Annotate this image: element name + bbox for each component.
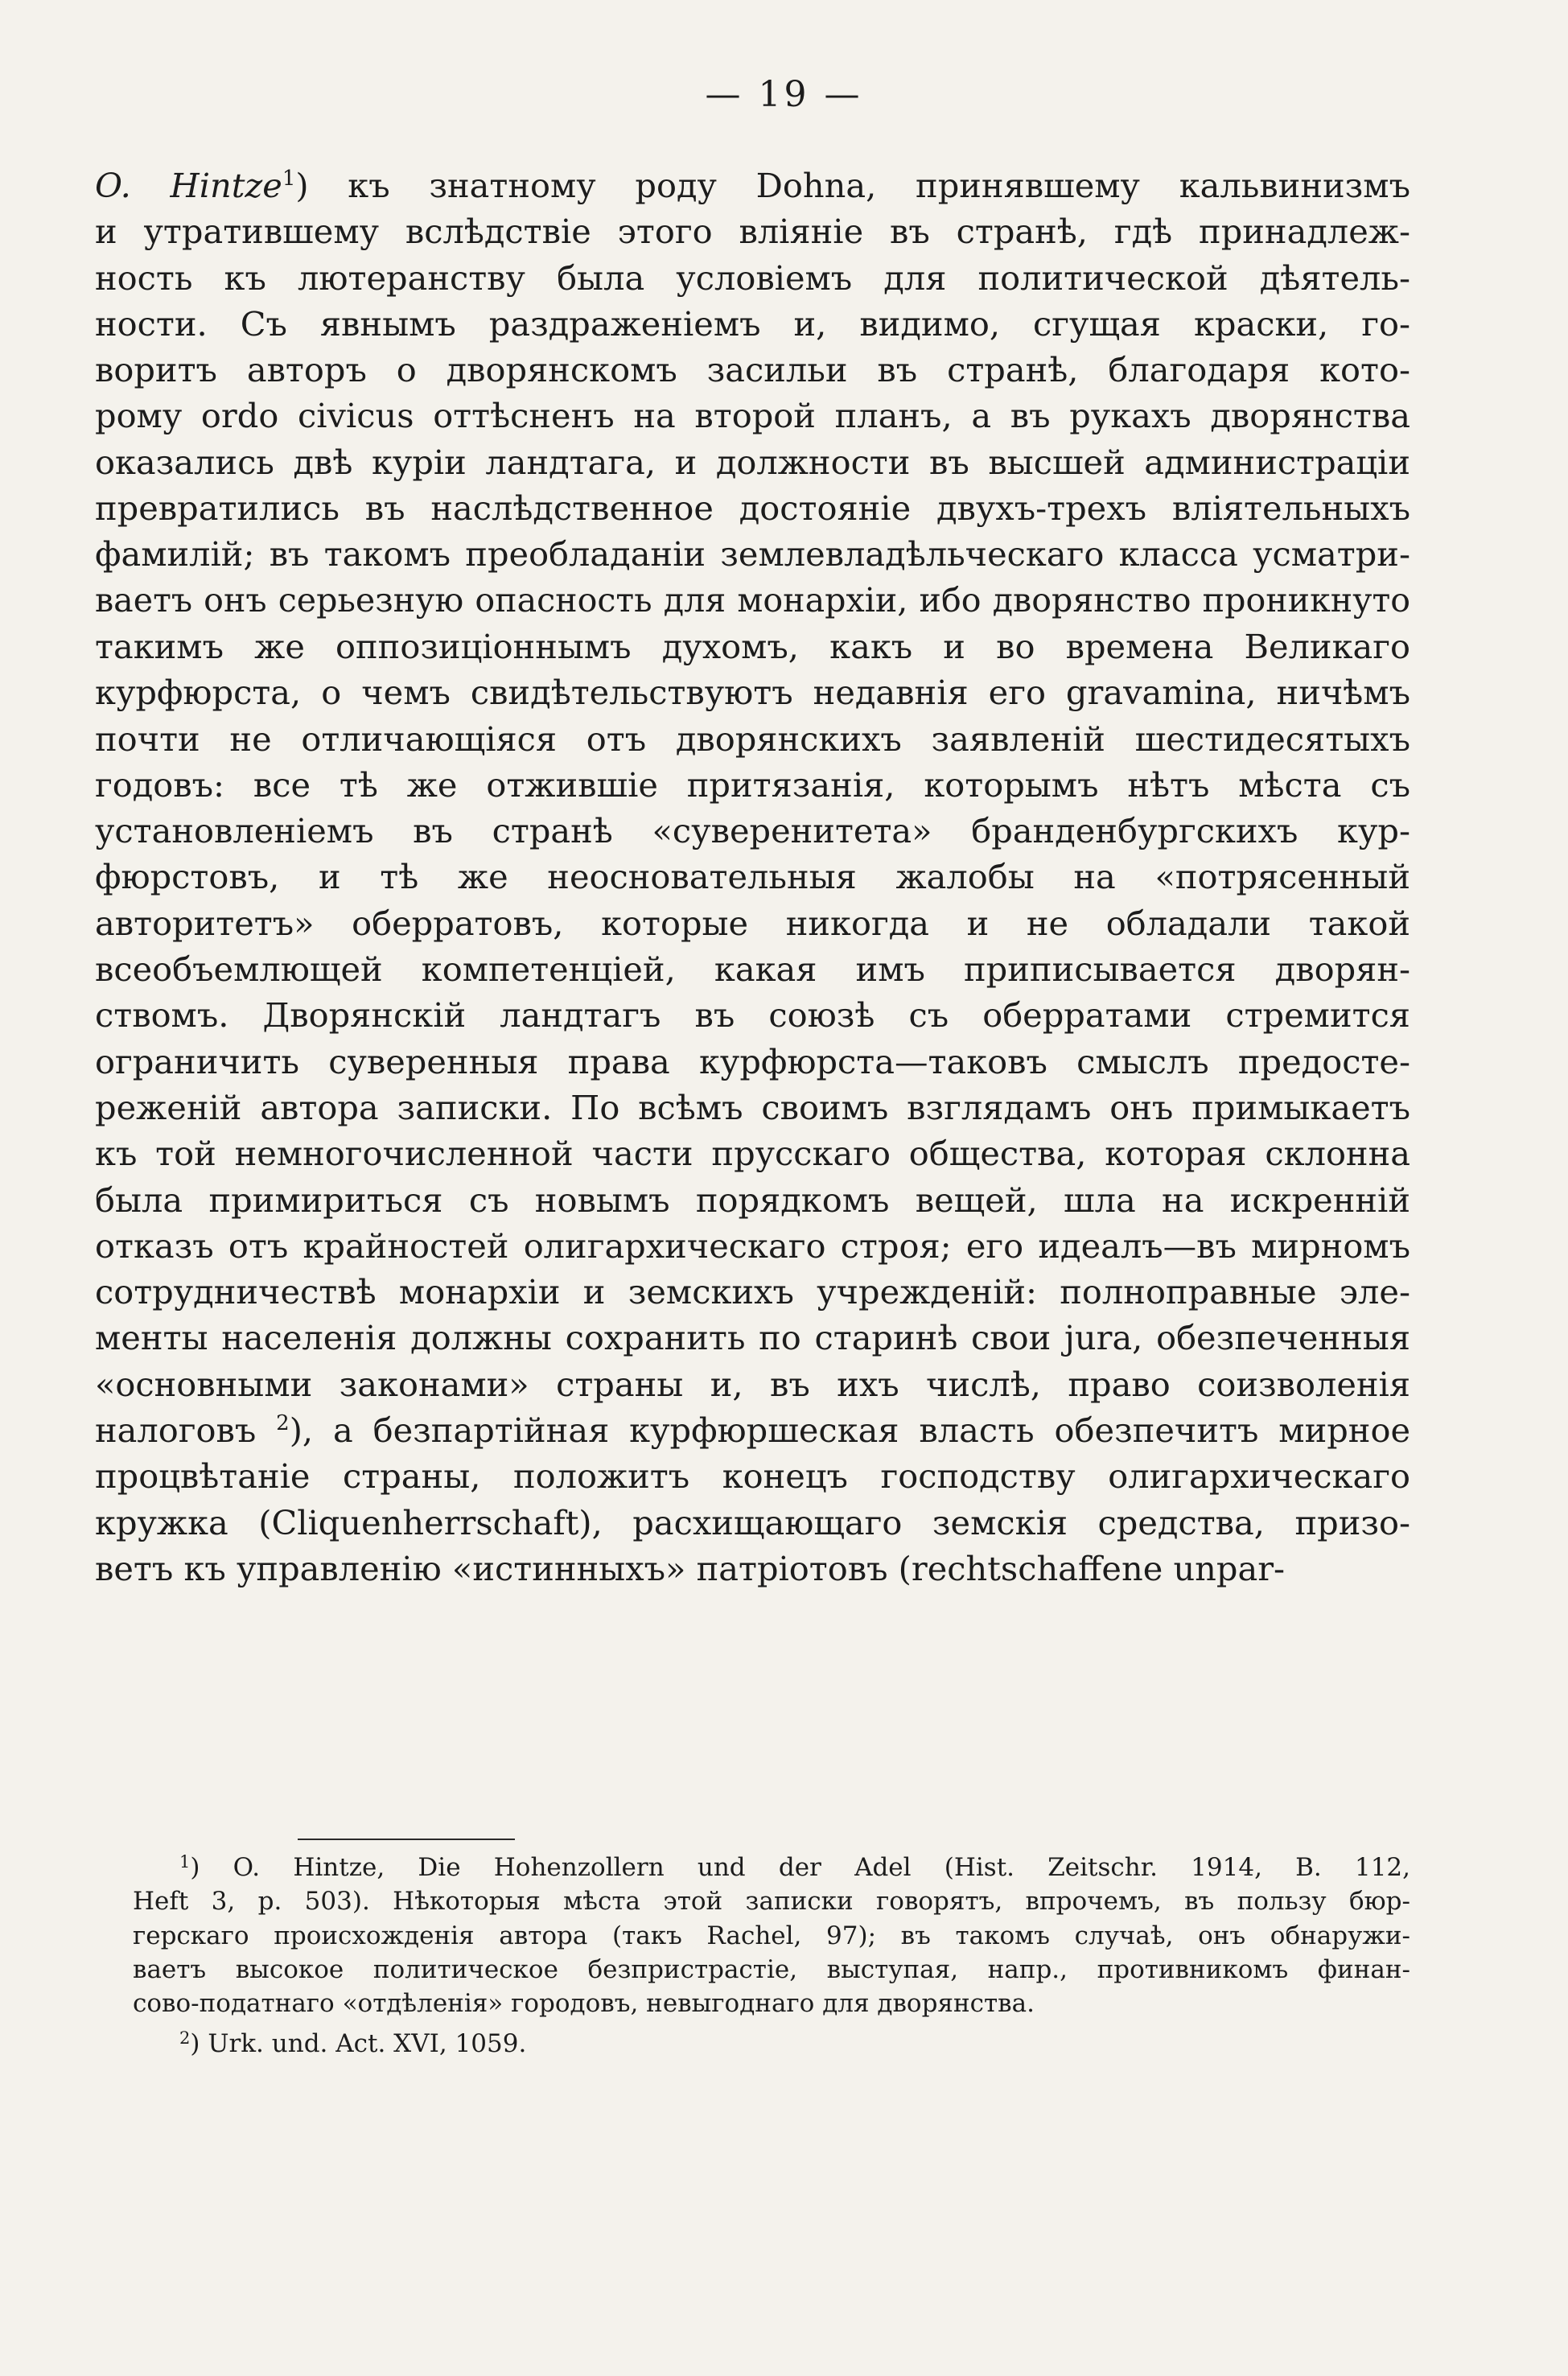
text-line: ствомъ. Дворянскій ландтагъ въ союзѣ съ оберратами стремится: [95, 995, 1410, 1036]
footnote-2: [179, 2027, 1410, 2061]
footnote-line: ) Urk. und. Act. XVI, 1059.: [190, 2029, 527, 2059]
text-line: сотрудничествѣ монархіи и земскихъ учрежденій: полноправные эле-: [95, 1272, 1410, 1312]
text-line: ветъ къ управленію «истинныхъ» патріотовъ (rechtschaffene unpar-: [95, 1548, 1286, 1588]
footnote-line: Heft 3, p. 503). Нѣкоторыя мѣста этой записки говорятъ, впрочемъ, въ пользу бюр-: [133, 1887, 1410, 1917]
text-line: ограничить суверенныя права курфюрста—таковъ смыслъ предосте-: [95, 1041, 1410, 1081]
text-line: воритъ авторъ о дворянскомъ засильи въ странѣ, благодаря кото-: [95, 350, 1410, 390]
footnote-ref[interactable]: 2: [276, 1411, 290, 1436]
text-line: ности. Съ явнымъ раздраженіемъ и, видимо, сгущая краски, го-: [95, 303, 1410, 344]
text-line: всеобъемлющей компетенціей, какая имъ приписывается дворян-: [95, 949, 1410, 990]
text-line: реженій автора записки. По всѣмъ своимъ взглядамъ онъ примыкаетъ: [95, 1087, 1410, 1127]
footnote-line: ) O. Hintze, Die Hohenzollern und der Adel (Hist. Zeitschr. 1914, B. 112,: [190, 1853, 1410, 1882]
text-line: отказъ отъ крайностей олигархическаго строя; его идеалъ—въ мирномъ: [95, 1225, 1410, 1266]
footnote-line: сово-податнаго «отдѣленія» городовъ, невыгоднаго для дворянства.: [133, 1989, 1035, 2019]
footnote-marker: 2: [179, 2028, 191, 2049]
main-text: [95, 163, 1410, 1592]
text-line: менты населенія должны сохранить по старинѣ свои jura, обезпеченныя: [95, 1318, 1410, 1358]
text-line: курфюрста, о чемъ свидѣтельствуютъ недавнія его gravamina, ничѣмъ: [95, 673, 1410, 713]
text-line: авторитетъ» оберратовъ, которые никогда и не обладали такой: [95, 903, 1410, 943]
text-line: къ той немногочисленной части прусскаго общества, которая склонна: [95, 1134, 1410, 1174]
footnotes: [133, 1851, 1410, 2061]
text-line: почти не отличающіяся отъ дворянскихъ заявленій шестидесятыхъ: [95, 719, 1410, 759]
text-line: фамилій; въ такомъ преобладаніи землевладѣльческаго класса усматри-: [95, 534, 1410, 574]
text-line: [95, 1407, 1410, 1453]
text-line: годовъ: все тѣ же отжившіе притязанія, которымъ нѣтъ мѣста съ: [95, 764, 1410, 805]
footnote-ref[interactable]: 1: [282, 167, 296, 191]
text-line: рому ordo civicus оттѣсненъ на второй планъ, а въ рукахъ дворянства: [95, 396, 1410, 436]
footnote-1: [179, 1851, 1410, 1884]
text-line: «основными законами» страны и, въ ихъ числѣ, право соизволенія: [95, 1364, 1410, 1404]
text-line: такимъ же оппозиціоннымъ духомъ, какъ и во времена Великаго: [95, 626, 1410, 666]
line-text: ) къ знатному роду Dohna, принявшему кальвинизмъ: [295, 166, 1410, 205]
line-text: налоговъ: [95, 1410, 277, 1451]
text-line: была примириться съ новымъ порядкомъ вещей, шла на искренній: [95, 1180, 1410, 1220]
text-line: оказались двѣ куріи ландтага, и должности въ высшей администраціи: [95, 442, 1410, 482]
footnote-line: ваетъ высокое политическое безпристрастіе, выступая, напр., противникомъ финан-: [133, 1954, 1410, 1984]
footnote-marker: 1: [179, 1852, 191, 1872]
text-line: кружка (Cliquenherrschaft), расхищающаго земскія средства, призо-: [95, 1502, 1410, 1542]
text-line: ность къ лютеранству была условіемъ для политической дѣятель-: [95, 257, 1410, 298]
text-line: ваетъ онъ серьезную опасность для монархіи, ибо дворянство проникнуто: [95, 580, 1410, 620]
author-name: O. Hintze: [95, 166, 282, 205]
text-line: превратились въ наслѣдственное достояніе двухъ-трехъ вліятельныхъ: [95, 488, 1410, 529]
page-number: — 19 —: [705, 74, 863, 115]
line-text: ), а безпартійная курфюршеская власть обезпечитъ мирное: [289, 1410, 1411, 1451]
text-line: процвѣтаніе страны, положитъ конецъ господству олигархическаго: [95, 1456, 1410, 1497]
text-line: установленіемъ въ странѣ «суверенитета» бранденбургскихъ кур-: [95, 811, 1410, 851]
text-line: [95, 163, 1410, 208]
text-line: и утратившему вслѣдствіе этого вліяніе въ странѣ, гдѣ принадлеж-: [95, 212, 1410, 252]
footnote-separator: [298, 1839, 515, 1840]
text-line: фюрстовъ, и тѣ же неосновательныя жалобы на «потрясенный: [95, 857, 1410, 897]
footnote-line: герскаго происхожденія автора (такъ Rachel, 97); въ такомъ случаѣ, онъ обнаружи-: [133, 1921, 1410, 1950]
